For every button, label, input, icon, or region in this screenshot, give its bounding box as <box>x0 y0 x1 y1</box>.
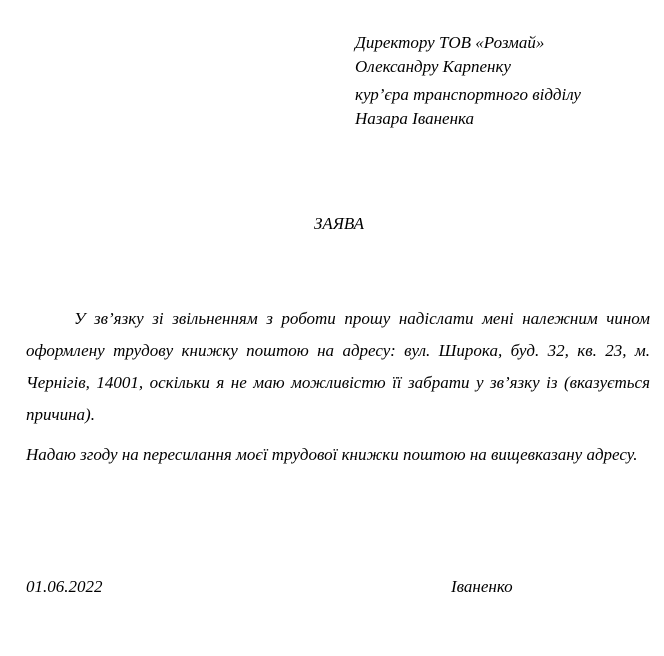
document-date: 01.06.2022 <box>26 577 103 596</box>
document-body <box>26 303 650 471</box>
recipient-name: Олександру Карпенку <box>355 57 511 76</box>
sender-name: Назара Іваненка <box>355 109 475 128</box>
signature: Іваненко <box>451 577 513 596</box>
consent-paragraph: Надаю згоду на пересилання моєї трудової книжки поштою на вищевказану адресу. <box>26 445 638 464</box>
addressee-block <box>355 31 581 131</box>
recipient-position: Директору ТОВ «Розмай» <box>355 33 545 52</box>
document-title <box>0 213 664 235</box>
document-title-text: ЗАЯВА <box>313 214 365 233</box>
request-paragraph: У зв’язку зі звільненням з роботи прошу надіслати мені належним чином оформлену трудову книжку поштою на адресу: вул. Широка, буд. 32, кв. 23, м. Чернігів, 14001, оскільки я не маю можливістю її забрати у зв’язку із (вказується причина). <box>26 309 650 424</box>
sender-position: кур’єра транспортного відділу <box>355 85 581 104</box>
